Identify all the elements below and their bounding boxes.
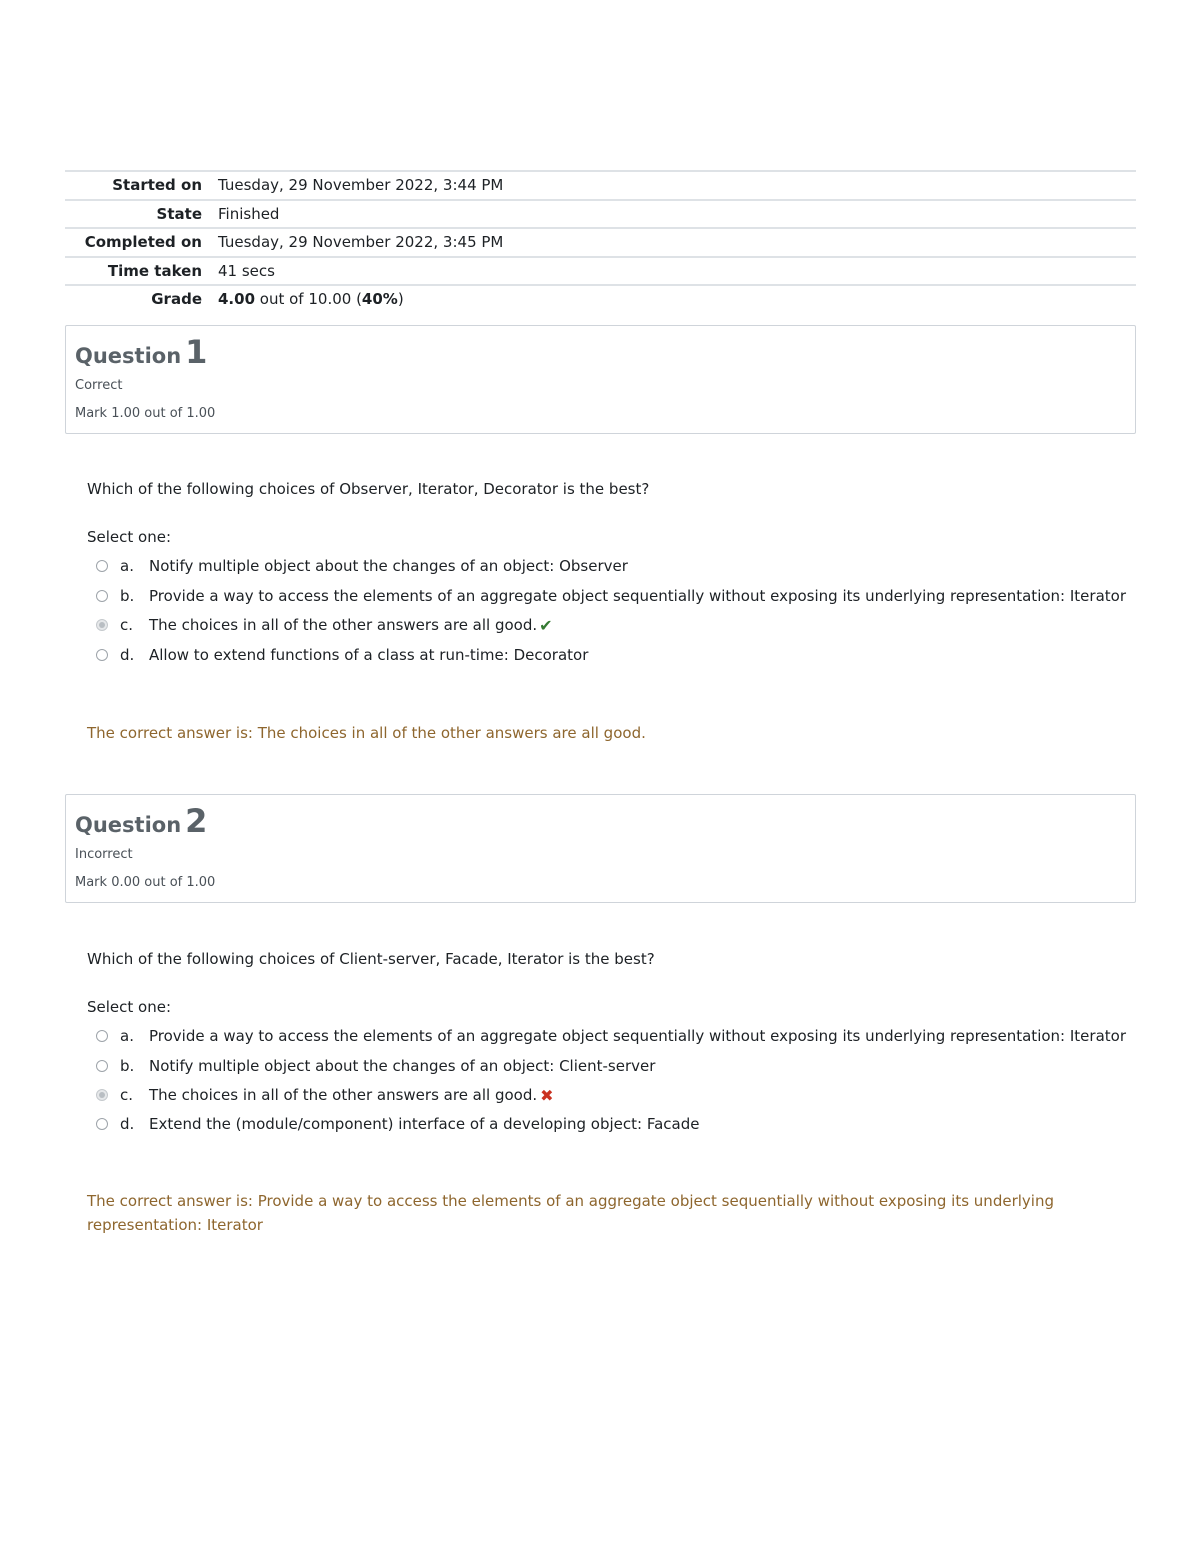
grade-label: Grade (151, 290, 202, 309)
question-1-select-one: Select one: (87, 528, 172, 546)
radio-button[interactable] (96, 560, 108, 572)
started-label: Started on (112, 176, 202, 195)
question-2-feedback: The correct answer is: Provide a way to access the elements of an aggregate object sequentially without exposing its underlying representation: Iterator (87, 1192, 1054, 1234)
question-1-answer-a[interactable] (96, 554, 628, 578)
answer-text: The choices in all of the other answers are all good. (149, 1086, 538, 1104)
question-2-title (75, 802, 1126, 840)
completed-label: Completed on (84, 233, 202, 252)
started-value: Tuesday, 29 November 2022, 3:44 PM (218, 176, 504, 195)
summary-row-grade (65, 284, 1136, 313)
summary-row-started (65, 170, 1136, 199)
answer-letter: d. (120, 1115, 135, 1133)
time-label: Time taken (107, 261, 202, 280)
summary-row-completed (65, 227, 1136, 256)
grade-close: ) (397, 290, 404, 309)
attempt-summary (65, 170, 1136, 313)
question-1-number: 1 (185, 333, 208, 371)
answer-text: The choices in all of the other answers are all good. (149, 616, 538, 634)
grade-score: 4.00 (218, 290, 256, 309)
answer-letter: b. (120, 587, 135, 605)
answer-text: Provide a way to access the elements of an aggregate object sequentially without exposing its underlying representation: Iterator (149, 1027, 1126, 1045)
question-2-info (65, 794, 1136, 903)
question-2-answer-d[interactable] (96, 1112, 699, 1136)
question-1-feedback: The correct answer is: The choices in all of the other answers are all good. (87, 724, 646, 742)
answer-letter: a. (120, 557, 134, 575)
question-1-title (75, 333, 1126, 371)
radio-button[interactable] (96, 1030, 108, 1042)
grade-out-of: out of 10.00 ( (259, 290, 362, 309)
answer-text: Notify multiple object about the changes of an object: Client-server (149, 1057, 656, 1075)
time-value: 41 secs (218, 261, 275, 280)
question-2-answer-b[interactable] (96, 1054, 655, 1078)
question-2-mark: Mark 0.00 out of 1.00 (75, 875, 216, 890)
answer-text: Notify multiple object about the changes of an object: Observer (149, 557, 628, 575)
radio-button[interactable] (96, 590, 108, 602)
question-1-answer-c[interactable] (96, 613, 553, 637)
check-icon: ✔ (539, 615, 553, 635)
answer-letter: c. (120, 1086, 134, 1104)
summary-row-time (65, 256, 1136, 285)
question-1-state: Correct (75, 378, 123, 393)
radio-button[interactable] (96, 1118, 108, 1130)
question-2-label: Question (75, 813, 182, 837)
grade-percent: 40% (361, 290, 398, 309)
radio-button[interactable] (96, 649, 108, 661)
question-1-answer-b[interactable] (96, 584, 1126, 608)
answer-text: Allow to extend functions of a class at run-time: Decorator (149, 646, 589, 664)
state-value: Finished (218, 204, 280, 223)
cross-icon: ✖ (540, 1085, 554, 1105)
question-1-info (65, 325, 1136, 434)
question-2-answer-a[interactable] (96, 1024, 1126, 1048)
answer-letter: a. (120, 1027, 134, 1045)
answer-text: Extend the (module/component) interface of a developing object: Facade (149, 1115, 700, 1133)
summary-row-state (65, 199, 1136, 228)
completed-value: Tuesday, 29 November 2022, 3:45 PM (218, 233, 504, 252)
radio-button[interactable] (96, 1060, 108, 1072)
answer-letter: b. (120, 1057, 135, 1075)
question-1-mark: Mark 1.00 out of 1.00 (75, 406, 216, 421)
question-2-select-one: Select one: (87, 998, 172, 1016)
question-1-text: Which of the following choices of Observer, Iterator, Decorator is the best? (87, 480, 650, 498)
question-1-answer-d[interactable] (96, 643, 588, 667)
question-2-text: Which of the following choices of Client-server, Facade, Iterator is the best? (87, 950, 655, 968)
question-2-answer-c[interactable] (96, 1083, 554, 1107)
grade-value (218, 290, 1136, 308)
radio-button-selected[interactable] (96, 619, 108, 631)
question-1-label: Question (75, 344, 182, 368)
answer-text: Provide a way to access the elements of an aggregate object sequentially without exposing its underlying representation: Iterator (149, 587, 1126, 605)
question-2-number: 2 (185, 802, 208, 840)
state-label: State (156, 204, 202, 223)
answer-letter: c. (120, 616, 134, 634)
answer-letter: d. (120, 646, 135, 664)
radio-button-selected[interactable] (96, 1089, 108, 1101)
question-2-state: Incorrect (75, 847, 133, 862)
